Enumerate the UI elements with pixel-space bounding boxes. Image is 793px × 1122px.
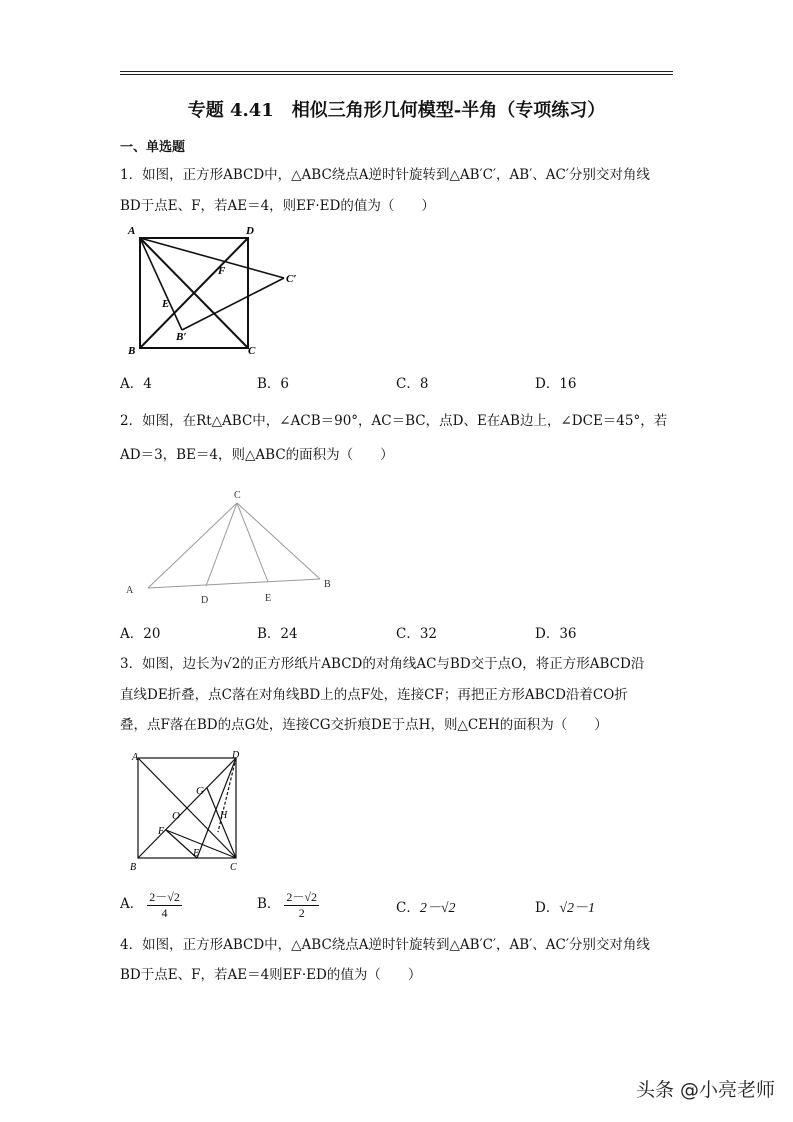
q3-text-line1: 3．如图，边长为√2的正方形纸片ABCD的对角线AC与BD交于点O，将正方形ABCD沿 bbox=[120, 656, 645, 672]
q1-segment-ac-prime bbox=[140, 238, 284, 278]
q2-text-line1: 2．如图，在Rt△ABC中，∠ACB＝90°，AC＝BC，点D、E在AB边上，∠DCE＝45°，若 bbox=[120, 413, 668, 429]
q2-label-c: C bbox=[234, 490, 241, 501]
watermark: 头条 @小亮老师 bbox=[635, 1079, 775, 1101]
q1-option-a[interactable]: A．4 bbox=[120, 376, 152, 392]
q3-label-f: F bbox=[158, 826, 165, 837]
q3-figure bbox=[120, 748, 260, 878]
q2-option-c[interactable]: C．32 bbox=[396, 626, 438, 642]
q3-option-b-fraction: $\frac{2-√2}{2}$ bbox=[286, 890, 318, 920]
q1-segment-bp-cp bbox=[182, 278, 284, 330]
q1-option-b[interactable]: B．6 bbox=[257, 376, 290, 392]
q1-label-c-prime: C′ bbox=[286, 273, 297, 285]
q3-option-a[interactable]: A． $\frac{2-√2}{4}$ bbox=[120, 890, 180, 920]
q1-figure bbox=[120, 222, 320, 362]
q1-label-c: C bbox=[248, 345, 256, 357]
q1-label-e: E bbox=[162, 298, 170, 310]
q2-segment-cd bbox=[206, 503, 237, 586]
q2-figure bbox=[120, 485, 350, 610]
q3-label-d: D bbox=[232, 750, 240, 761]
q2-label-e: E bbox=[265, 593, 272, 604]
q3-label-a: A bbox=[132, 752, 139, 763]
q3-label-c: C bbox=[230, 862, 237, 873]
q1-label-b: B bbox=[128, 345, 136, 357]
q3-option-c[interactable]: C．2－√2 bbox=[396, 900, 456, 916]
q2-label-d: D bbox=[201, 595, 209, 606]
q1-option-c[interactable]: C．8 bbox=[396, 376, 429, 392]
q2-text-line2: AD＝3，BE＝4，则△ABC的面积为（ ） bbox=[120, 447, 394, 463]
header-rule-top bbox=[120, 71, 673, 72]
q1-text-line1: 1．如图，正方形ABCD中，△ABC绕点A逆时针旋转到△AB′C′，AB′、AC′分别交对角线 bbox=[120, 167, 650, 183]
q3-option-a-fraction: $\frac{2-√2}{4}$ bbox=[149, 890, 180, 920]
q3-label-e: E bbox=[193, 848, 200, 859]
q1-segment-ab-prime bbox=[140, 238, 182, 330]
q2-label-a: A bbox=[126, 585, 134, 596]
q1-label-d: D bbox=[246, 225, 254, 237]
q3-option-b[interactable]: B． $\frac{2-√2}{2}$ bbox=[257, 890, 318, 920]
q1-label-a: A bbox=[128, 225, 136, 237]
q2-segment-ac bbox=[148, 503, 237, 588]
q1-label-f: F bbox=[218, 265, 226, 277]
q3-option-d[interactable]: D．√2－1 bbox=[535, 900, 596, 916]
q3-text-line3: 叠，点F落在BD的点G处，连接CG交折痕DE于点H，则△CEH的面积为（ ） bbox=[120, 717, 608, 733]
q3-label-h: H bbox=[220, 810, 228, 821]
q3-label-g: G bbox=[196, 785, 204, 797]
q3-label-b: B bbox=[130, 862, 137, 873]
q3-text-line2: 直线DE折叠，点C落在对角线BD上的点F处，连接CF；再把正方形ABCD沿着CO折 bbox=[120, 687, 628, 703]
q4-text-line1: 4．如图，正方形ABCD中，△ABC绕点A逆时针旋转到△AB′C′，AB′、AC′分别交对角线 bbox=[120, 937, 650, 953]
q3-label-o: O bbox=[172, 810, 180, 822]
q1-option-d[interactable]: D．16 bbox=[535, 376, 577, 392]
section-heading: 一、单选题 bbox=[120, 140, 186, 155]
q2-option-a[interactable]: A．20 bbox=[120, 626, 161, 642]
q2-label-b: B bbox=[324, 579, 331, 590]
q2-segment-bc bbox=[237, 503, 320, 579]
header-rule-bottom bbox=[120, 74, 673, 75]
q2-option-b[interactable]: B．24 bbox=[257, 626, 298, 642]
q1-text-line2: BD于点E、F，若AE＝4，则EF·ED的值为（ ） bbox=[120, 198, 435, 214]
q2-option-d[interactable]: D．36 bbox=[535, 626, 577, 642]
q1-label-b-prime: B′ bbox=[176, 331, 187, 343]
q2-segment-ce bbox=[237, 503, 268, 582]
page-title: 专题 4.41 相似三角形几何模型-半角（专项练习） bbox=[187, 100, 606, 121]
q4-text-line2: BD于点E、F，若AE＝4则EF·ED的值为（ ） bbox=[120, 967, 422, 983]
q2-segment-ab bbox=[148, 579, 320, 588]
